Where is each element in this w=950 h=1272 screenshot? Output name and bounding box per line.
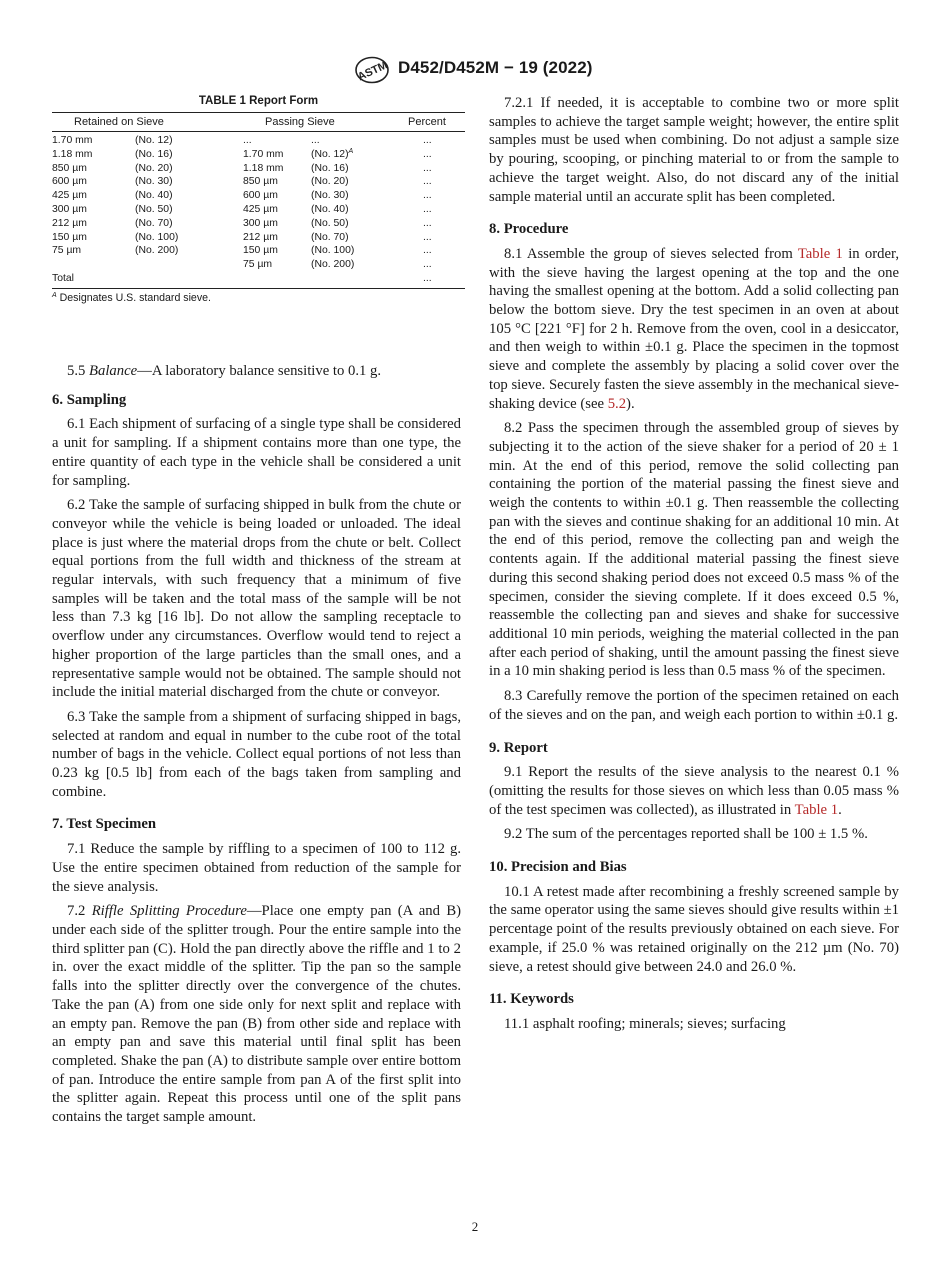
paragraph-8-1: 8.1 Assemble the group of sieves selected from Table 1 in order, with the sieve having the largest opening at the top and the one having the smallest opening at the bottom. Add a solid collecting pan below the bottom sieve. Dry the test specimen in an oven at about 105 °C [221 °F] for 2 h. Remove from the oven, cool in a desiccator, and then weigh to within ±0.1 g. Place the specimen in the topmost sieve and complete the assembly by placing a solid cover over the top sieve. Securely fasten the sieve assembly in the mechanical sieve-shaking device (see 5.2).: [489, 245, 899, 412]
table-cell-r-no: (No. 200): [135, 245, 179, 257]
table-cell-p-no: (No. 12)$^A$: [311, 147, 354, 160]
table-cell-p-mm: 425 µm: [243, 203, 278, 215]
table-cell-r-mm: 600 µm: [52, 176, 87, 188]
table-cell-r-no: (No. 100): [135, 231, 179, 243]
table-cell-pct: ...: [423, 190, 432, 202]
paragraph-7-2: 7.2 Riffle Splitting Procedure—Place one empty pan (A and B) under each side of the splitter trough. Pour the entire sample into the third splitter pan (C). Hold the pan directly above the riffle and 1 to 2 in. over the exact middle of the splitter. Tip the pan so the sample falls into the splitter directly over the convergence of the chutes. Take the pan (A) from one side only for next split and replace with an empty pan. Remove the pan (B) from other side and replace with an empty pan and save this material until final split has been completed. Shake the pan (A) to distribute sample over entire bottom of pan. Introduce the entire sample from pan A of the first split into the splitter again. Repeat this process until one of the split pans contains the target sample amount.: [52, 903, 462, 1126]
table-caption: TABLE 1 Report Form: [198, 95, 319, 107]
table-cell-r-mm: 1.18 mm: [52, 148, 93, 160]
table-cell-r-no: (No. 12): [135, 135, 173, 146]
table-cell-r-no: (No. 40): [135, 190, 173, 202]
table-row: [52, 203, 465, 217]
table-cell-p-mm: 300 µm: [243, 217, 278, 229]
footnote-text: Designates U.S. standard sieve.: [59, 291, 211, 304]
page-header: [0, 56, 950, 86]
section-heading-test-specimen: 7. Test Specimen: [52, 816, 157, 833]
report-form-table: [52, 94, 465, 304]
table-cell-p-mm: 850 µm: [243, 176, 278, 188]
paragraph-8-3: 8.3 Carefully remove the portion of the specimen retained on each of the sieves and on the pan, and weigh each portion to within ±0.1 g.: [489, 688, 899, 723]
page-number: 2: [471, 1219, 479, 1234]
astm-logo-icon: [354, 56, 390, 84]
table-header-row: [52, 113, 465, 131]
table-cell-r-mm: 300 µm: [52, 203, 87, 215]
table-cell-p-no: (No. 16): [311, 162, 349, 174]
table-cell-p-no: (No. 50): [311, 217, 349, 229]
table-row: [52, 162, 465, 176]
table-cell-p-no: (No. 200): [311, 259, 355, 271]
section-heading-report: 9. Report: [489, 739, 548, 756]
table-cell-pct: ...: [423, 217, 432, 229]
right-column: [489, 94, 899, 1040]
table-cell-r-mm: 425 µm: [52, 190, 87, 202]
table-cell-r-no: (No. 50): [135, 203, 173, 215]
footnote-mark: A: [52, 291, 57, 299]
table-cell-p-no: (No. 30): [311, 190, 349, 202]
table-cell-r-no: (No. 20): [135, 162, 173, 174]
table-row: [52, 258, 465, 272]
table-row: [52, 134, 465, 148]
table-cell-r-no: (No. 30): [135, 176, 173, 188]
table-cell-pct: ...: [423, 162, 432, 174]
table-cell-r-no: (No. 16): [135, 148, 173, 160]
left-column: [52, 362, 461, 1133]
table-cell-p-mm: 212 µm: [243, 231, 278, 243]
paragraph-5-5: 5.5 Balance—A laboratory balance sensitive to 0.1 g.: [67, 363, 382, 379]
table-footnote: [52, 292, 465, 304]
section-heading-procedure: 8. Procedure: [489, 221, 569, 238]
standard-designation: D452/D452M − 19 (2022): [398, 58, 593, 77]
paragraph-7-2-1: 7.2.1 If needed, it is acceptable to combine two or more split samples to achieve the target sample weight; however, the entire split samples must be used when combining. Do not adjust a sample size by pouring, scooping, or pinching material to or from the sample to achieve the target weight. Also, do not discard any of the initial sample material until an accurate split has been completed.: [489, 95, 899, 205]
table-cell-p-mm: 75 µm: [243, 259, 273, 271]
header-passing: Passing Sieve: [265, 116, 335, 128]
paragraph-9-1: 9.1 Report the results of the sieve analysis to the nearest 0.1 % (omitting the results for those sieves on which less than 0.05 mass % of the test specimen was collected), as illustrated in Table 1.: [489, 764, 899, 818]
header-percent: Percent: [408, 116, 446, 128]
table-cell-r-mm: 850 µm: [52, 162, 87, 174]
table-row: [52, 189, 465, 203]
paragraph-10-1: 10.1 A retest made after recombining a freshly screened sample by the same operator using the same sieves should give results within ±1 percentage point of the results previously obtained on each sieve. For example, if 25.0 % was retained originally on the 212 µm (No. 70) sieve, a retest should give between 24.0 and 26.0 %.: [489, 883, 899, 975]
table-cell-pct: ...: [423, 272, 432, 284]
table-cell-pct: ...: [423, 176, 432, 188]
table-cell-pct: ...: [423, 259, 432, 271]
paragraph-7-1: 7.1 Reduce the sample by riffling to a specimen of 100 to 112 g. Use the entire specimen obtained from reduction of the sample for the sieve analysis.: [52, 841, 461, 895]
paragraph-9-2: 9.2 The sum of the percentages reported shall be 100 ± 1.5 %.: [504, 826, 868, 843]
table-cell-pct: ...: [423, 148, 432, 160]
table-row: [52, 175, 465, 189]
header-retained: Retained on Sieve: [74, 116, 164, 128]
table-cell-pct: ...: [423, 245, 432, 257]
paragraph-6-1: 6.1 Each shipment of surfacing of a single type shall be considered a unit for sampling. If a shipment contains more than one type, the entire quantity of each type in the vehicle shall be considered a unit for sampling.: [52, 416, 461, 489]
paragraph-8-2: 8.2 Pass the specimen through the assembled group of sieves by subjecting it to the action of the sieve shaker for a period of 20 ± 1 min. At the end of this period, remove the solid collecting pan containing the portion of the material passing the finest sieve and weigh the contents to within ±0.1 g. Then reassemble the collecting pan with the sieves and continue shaking for an additional 10 min. At the end of this period, remove the collecting pan and weigh the contents again. If the additional material passing the finest sieve during this second shaking period does not exceed 0.5 mass % of the specimen, consider the sieving complete. If it does exceed 0.5 %, reassemble the collecting pan and sieves and shake for successive additional 10 min periods, weighing the material collected in the pan after each period of shaking, until the amount passing the finest sieve in a 10 min shaking period is less than 0.5 mass % of the specimen.: [489, 420, 899, 680]
paragraph-6-2: 6.2 Take the sample of surfacing shipped in bulk from the chute or conveyor while the vehicle is being loaded or unloaded. The ideal place is just where the material drops from the chute or belt. Collect equal portions from the full width and thickness of the stream at regular intervals, with such frequency that a minimum of five samples will be taken and the total mass of the sample will be not less than 7.3 kg [16 lb]. Do not allow the sampling receptacle to overflow under any circumstances. Overflow would tend to reject a higher proportion of the large particles than the small ones, and a representative sample would not be obtained. The sample should not include the initial material discharged from the chute or conveyor.: [52, 497, 461, 701]
svg-text:ASTM: ASTM: [355, 59, 390, 84]
table-cell-pct: ...: [423, 203, 432, 215]
table-cell-p-mm: 1.70 mm: [243, 148, 284, 160]
table-cell-r-mm: 212 µm: [52, 217, 87, 229]
section-heading-precision: 10. Precision and Bias: [489, 859, 627, 876]
section-5-2-link[interactable]: 5.2: [607, 395, 627, 412]
table-cell-p-mm: 600 µm: [243, 190, 278, 202]
table-cell-p-no: (No. 40): [311, 203, 349, 215]
table-cell-r-mm: 150 µm: [52, 231, 87, 243]
table-cell-pct: ...: [423, 135, 432, 146]
table-body: [52, 134, 465, 286]
table-row: [52, 148, 465, 162]
paragraph-11-1: 11.1 asphalt roofing; minerals; sieves; surfacing: [504, 1015, 786, 1032]
section-heading-sampling: 6. Sampling: [52, 391, 127, 408]
table-cell-p-no: (No. 70): [311, 231, 349, 243]
table-cell-p-no: (No. 100): [311, 245, 355, 257]
table-cell-pct: ...: [423, 231, 432, 243]
table-cell-r-mm: Total: [52, 272, 74, 284]
table-row: [52, 272, 465, 286]
table-cell-p-no: ...: [311, 135, 320, 146]
table-cell-p-mm: 150 µm: [243, 245, 278, 257]
table-cell-r-mm: 75 µm: [52, 245, 82, 257]
table-cell-r-no: (No. 70): [135, 217, 173, 229]
table-row: [52, 217, 465, 231]
section-heading-keywords: 11. Keywords: [489, 991, 574, 1008]
table-cell-p-mm: ...: [243, 135, 252, 146]
table-1-link[interactable]: Table 1: [797, 245, 843, 262]
paragraph-6-3: 6.3 Take the sample from a shipment of surfacing shipped in bags, selected at random and equal in number to the cube root of the total number of bags in the vehicle. Collect equal portions of not less than 0.23 kg [0.5 lb] from each of the bags taken from sampling and combine.: [52, 708, 461, 800]
table-row: [52, 244, 465, 258]
table-row: [52, 231, 465, 245]
table-cell-p-no: (No. 20): [311, 176, 349, 188]
table-cell-p-mm: 1.18 mm: [243, 162, 284, 174]
table-1-link[interactable]: Table 1: [794, 801, 839, 818]
table-cell-r-mm: 1.70 mm: [52, 135, 93, 146]
